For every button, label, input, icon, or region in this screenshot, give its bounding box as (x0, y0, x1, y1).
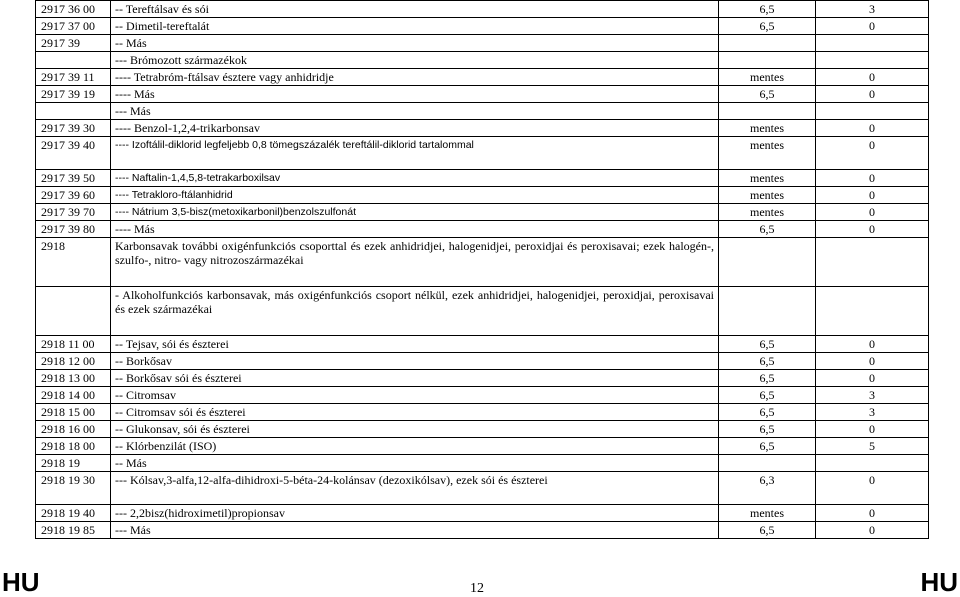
table-row (36, 522, 929, 539)
table-row (36, 421, 929, 438)
duty-rate-cell (719, 455, 816, 472)
duty-rate-cell: 6,5 (719, 522, 816, 539)
duty-rate-cell: 6,5 (719, 404, 816, 421)
preferential-duty-cell: 0 (816, 421, 929, 438)
footer-country-code-right: HU (920, 567, 958, 597)
preferential-duty-cell: 0 (816, 353, 929, 370)
preferential-duty-cell: 0 (816, 336, 929, 353)
description-cell: ---- Más (111, 221, 719, 238)
table-row (36, 170, 929, 187)
table-row (36, 86, 929, 103)
table-row (36, 120, 929, 137)
page-number: 12 (470, 581, 484, 596)
preferential-duty-cell (816, 35, 929, 52)
preferential-duty-cell: 3 (816, 1, 929, 18)
duty-rate-cell: 6,5 (719, 336, 816, 353)
preferential-duty-cell: 0 (816, 221, 929, 238)
duty-rate-cell (719, 35, 816, 52)
cn-code-cell: 2918 14 00 (36, 387, 111, 404)
duty-rate-cell: 6,5 (719, 438, 816, 455)
table-row (36, 438, 929, 455)
table-row (36, 353, 929, 370)
preferential-duty-cell: 0 (816, 170, 929, 187)
tariff-table-body (36, 1, 929, 539)
table-row (36, 238, 929, 287)
cn-code-cell: 2918 19 40 (36, 505, 111, 522)
duty-rate-cell: 6,5 (719, 1, 816, 18)
preferential-duty-cell: 0 (816, 86, 929, 103)
preferential-duty-cell: 0 (816, 204, 929, 221)
description-cell: -- Glukonsav, sói és észterei (111, 421, 719, 438)
table-row (36, 1, 929, 18)
table-row (36, 455, 929, 472)
duty-rate-cell (719, 287, 816, 336)
footer-country-code-left: HU (2, 567, 40, 597)
cn-code-cell: 2918 16 00 (36, 421, 111, 438)
table-row (36, 387, 929, 404)
preferential-duty-cell: 0 (816, 69, 929, 86)
table-row (36, 287, 929, 336)
preferential-duty-cell: 0 (816, 187, 929, 204)
description-cell: -- Citromsav sói és észterei (111, 404, 719, 421)
preferential-duty-cell (816, 287, 929, 336)
preferential-duty-cell: 0 (816, 522, 929, 539)
cn-code-cell: 2917 39 30 (36, 120, 111, 137)
description-cell: --- Más (111, 522, 719, 539)
cn-code-cell: 2918 13 00 (36, 370, 111, 387)
description-cell: Karbonsavak további oxigénfunkciós csoporttal és ezek anhidridjei, halogenidjei, peroxidjai és peroxisavai; ezek halogén-, szulfo-, nitro- vagy nitrozoszármazékai (111, 238, 719, 287)
table-row (36, 404, 929, 421)
cn-code-cell: 2917 39 11 (36, 69, 111, 86)
duty-rate-cell: mentes (719, 187, 816, 204)
preferential-duty-cell: 0 (816, 120, 929, 137)
preferential-duty-cell (816, 455, 929, 472)
table-row (36, 187, 929, 204)
cn-code-cell: 2917 39 (36, 35, 111, 52)
cn-code-cell: 2917 37 00 (36, 18, 111, 35)
table-row (36, 370, 929, 387)
description-cell: -- Dimetil-tereftalát (111, 18, 719, 35)
duty-rate-cell: 6,5 (719, 86, 816, 103)
duty-rate-cell (719, 52, 816, 69)
duty-rate-cell: mentes (719, 170, 816, 187)
cn-code-cell: 2918 11 00 (36, 336, 111, 353)
description-cell: -- Borkősav (111, 353, 719, 370)
table-row (36, 472, 929, 505)
description-cell: -- Klórbenzilát (ISO) (111, 438, 719, 455)
table-row (36, 204, 929, 221)
duty-rate-cell: 6,5 (719, 387, 816, 404)
cn-code-cell: 2918 15 00 (36, 404, 111, 421)
cn-code-cell (36, 103, 111, 120)
duty-rate-cell: mentes (719, 137, 816, 170)
cn-code-cell (36, 287, 111, 336)
duty-rate-cell (719, 238, 816, 287)
table-row (36, 221, 929, 238)
description-cell: ---- Izoftálil-diklorid legfeljebb 0,8 tömegszázalék tereftálil-diklorid tartalommal (111, 137, 719, 170)
cn-code-cell: 2918 19 (36, 455, 111, 472)
table-row (36, 18, 929, 35)
duty-rate-cell: 6,3 (719, 472, 816, 505)
duty-rate-cell: mentes (719, 505, 816, 522)
cn-code-cell: 2918 (36, 238, 111, 287)
description-cell: ---- Tetrabróm-ftálsav észtere vagy anhidridje (111, 69, 719, 86)
preferential-duty-cell (816, 52, 929, 69)
cn-code-cell: 2917 39 19 (36, 86, 111, 103)
cn-code-cell: 2917 39 70 (36, 204, 111, 221)
preferential-duty-cell: 0 (816, 18, 929, 35)
description-cell: ---- Más (111, 86, 719, 103)
cn-code-cell: 2918 12 00 (36, 353, 111, 370)
description-cell: -- Tereftálsav és sói (111, 1, 719, 18)
cn-code-cell: 2918 19 30 (36, 472, 111, 505)
cn-code-cell: 2917 39 40 (36, 137, 111, 170)
duty-rate-cell: 6,5 (719, 18, 816, 35)
description-cell: -- Más (111, 35, 719, 52)
cn-code-cell: 2917 39 80 (36, 221, 111, 238)
duty-rate-cell: mentes (719, 204, 816, 221)
description-cell: ---- Nátrium 3,5-bisz(metoxikarbonil)benzolszulfonát (111, 204, 719, 221)
table-row (36, 505, 929, 522)
preferential-duty-cell (816, 238, 929, 287)
preferential-duty-cell: 5 (816, 438, 929, 455)
description-cell: - Alkoholfunkciós karbonsavak, más oxigénfunkciós csoport nélkül, ezek anhidridjei, halogenidjei, peroxidjai, peroxisavai és ezek származékai (111, 287, 719, 336)
table-row (36, 103, 929, 120)
table-row (36, 137, 929, 170)
duty-rate-cell (719, 103, 816, 120)
duty-rate-cell: mentes (719, 69, 816, 86)
cn-code-cell: 2917 39 60 (36, 187, 111, 204)
description-cell: ---- Naftalin-1,4,5,8-tetrakarboxilsav (111, 170, 719, 187)
cn-code-cell: 2917 39 50 (36, 170, 111, 187)
description-cell: --- Más (111, 103, 719, 120)
cn-code-cell (36, 52, 111, 69)
description-cell: -- Tejsav, sói és észterei (111, 336, 719, 353)
cn-code-cell: 2917 36 00 (36, 1, 111, 18)
description-cell: -- Borkősav sói és észterei (111, 370, 719, 387)
table-row (36, 52, 929, 69)
description-cell: --- Brómozott származékok (111, 52, 719, 69)
description-cell: ---- Benzol-1,2,4-trikarbonsav (111, 120, 719, 137)
duty-rate-cell: 6,5 (719, 421, 816, 438)
preferential-duty-cell: 0 (816, 370, 929, 387)
cn-code-cell: 2918 19 85 (36, 522, 111, 539)
duty-rate-cell: 6,5 (719, 353, 816, 370)
cn-code-cell: 2918 18 00 (36, 438, 111, 455)
description-cell: -- Citromsav (111, 387, 719, 404)
preferential-duty-cell: 0 (816, 472, 929, 505)
duty-rate-cell: 6,5 (719, 370, 816, 387)
tariff-table (35, 0, 929, 539)
table-row (36, 69, 929, 86)
duty-rate-cell: mentes (719, 120, 816, 137)
preferential-duty-cell: 3 (816, 387, 929, 404)
description-cell: --- Kólsav,3-alfa,12-alfa-dihidroxi-5-béta-24-kolánsav (dezoxikólsav), ezek sói és észterei (111, 472, 719, 505)
preferential-duty-cell: 0 (816, 137, 929, 170)
table-row (36, 336, 929, 353)
preferential-duty-cell: 0 (816, 505, 929, 522)
duty-rate-cell: 6,5 (719, 221, 816, 238)
table-row (36, 35, 929, 52)
description-cell: --- 2,2bisz(hidroximetil)propionsav (111, 505, 719, 522)
description-cell: ---- Tetrakloro-ftálanhidrid (111, 187, 719, 204)
description-cell: -- Más (111, 455, 719, 472)
preferential-duty-cell: 3 (816, 404, 929, 421)
preferential-duty-cell (816, 103, 929, 120)
